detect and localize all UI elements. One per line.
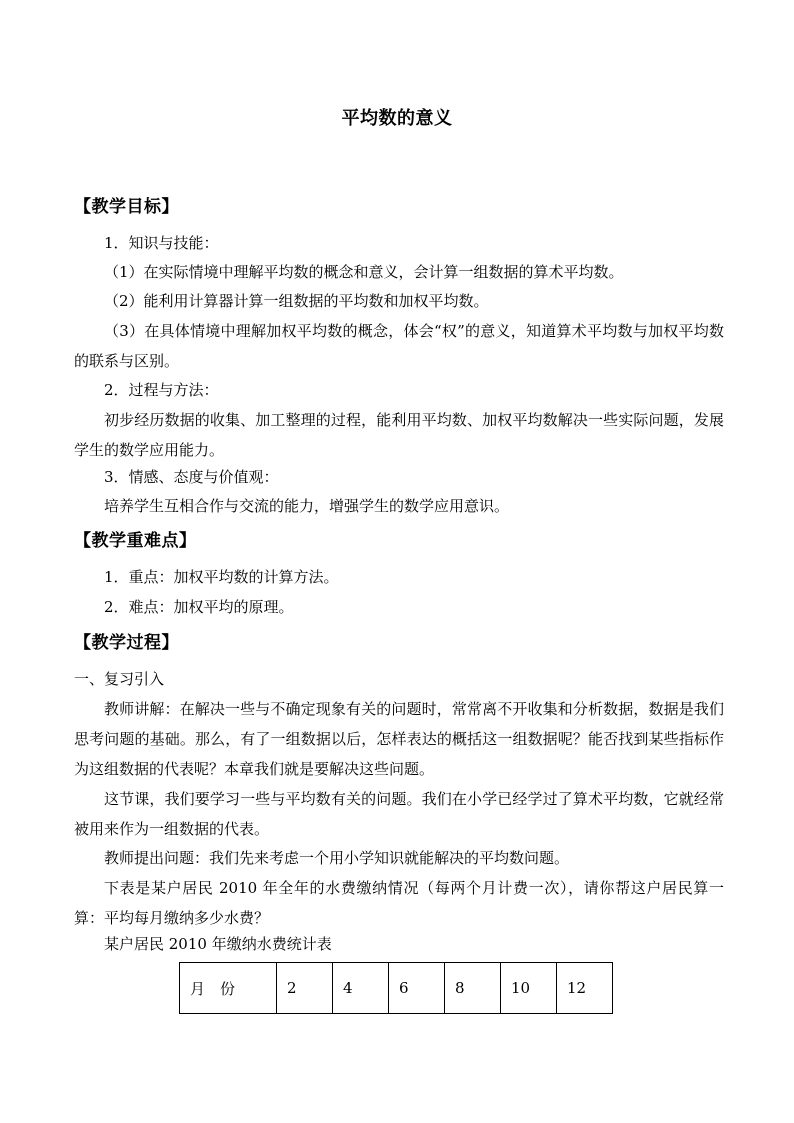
knowledge-title: 1．知识与技能： [104,234,219,252]
review-title: 一、复习引入 [74,670,165,688]
page-title: 平均数的意义 [341,108,453,129]
table-row-header: 月 份 [180,963,277,1014]
key-point-difficulty: 2．难点：加权平均的原理。 [104,598,294,616]
table-cell: 2 [277,963,333,1014]
table-cell: 12 [557,963,613,1014]
water-fee-table [179,962,613,1014]
table-caption: 某户居民 2010 年缴纳水费统计表 [104,935,332,953]
table-cell: 10 [501,963,557,1014]
key-points-heading: 【教学重难点】 [74,531,197,551]
objective-k2: （2）能利用计算器计算一组数据的平均数和加权平均数。 [104,292,489,310]
objectives-heading: 【教学目标】 [74,197,179,217]
table-cell: 6 [389,963,445,1014]
paragraph-teacher-question: 教师提出问题：我们先来考虑一个用小学知识就能解决的平均数问题。 [104,849,570,867]
objective-k1: （1）在实际情境中理解平均数的概念和意义，会计算一组数据的算术平均数。 [104,263,624,281]
paragraph-water-fee-problem: 下表是某户居民 2010 年全年的水费缴纳情况（每两个月计费一次），请你帮这户居民算一算：平均每月缴纳多少水费？ [74,879,724,927]
paragraph-teacher-explain: 教师讲解：在解决一些与不确定现象有关的问题时，常常离不开收集和分析数据，数据是我们思考问题的基础。那么，有了一组数据以后，怎样表达的概括这一组数据呢？能否找到某些指标作为这组数据的代表呢？本章我们就是要解决这些问题。 [74,700,724,778]
objective-k3: （3）在具体情境中理解加权平均数的概念，体会“权”的意义，知道算术平均数与加权平均数的联系与区别。 [74,322,724,370]
table-cell: 4 [333,963,389,1014]
process-heading: 【教学过程】 [74,633,179,653]
process-method-title: 2．过程与方法： [104,381,219,399]
emotion-text: 培养学生互相合作与交流的能力，增强学生的数学应用意识。 [104,497,510,515]
table-cell: 8 [445,963,501,1014]
emotion-title: 3．情感、态度与价值观： [104,468,279,486]
table-row [180,963,613,1014]
key-point-focus: 1．重点：加权平均数的计算方法。 [104,568,339,586]
paragraph-lesson-intro: 这节课，我们要学习一些与平均数有关的问题。我们在小学已经学过了算术平均数，它就经常被用来作为一组数据的代表。 [74,790,724,838]
process-method-text: 初步经历数据的收集、加工整理的过程，能利用平均数、加权平均数解决一些实际问题，发展学生的数学应用能力。 [74,411,724,459]
